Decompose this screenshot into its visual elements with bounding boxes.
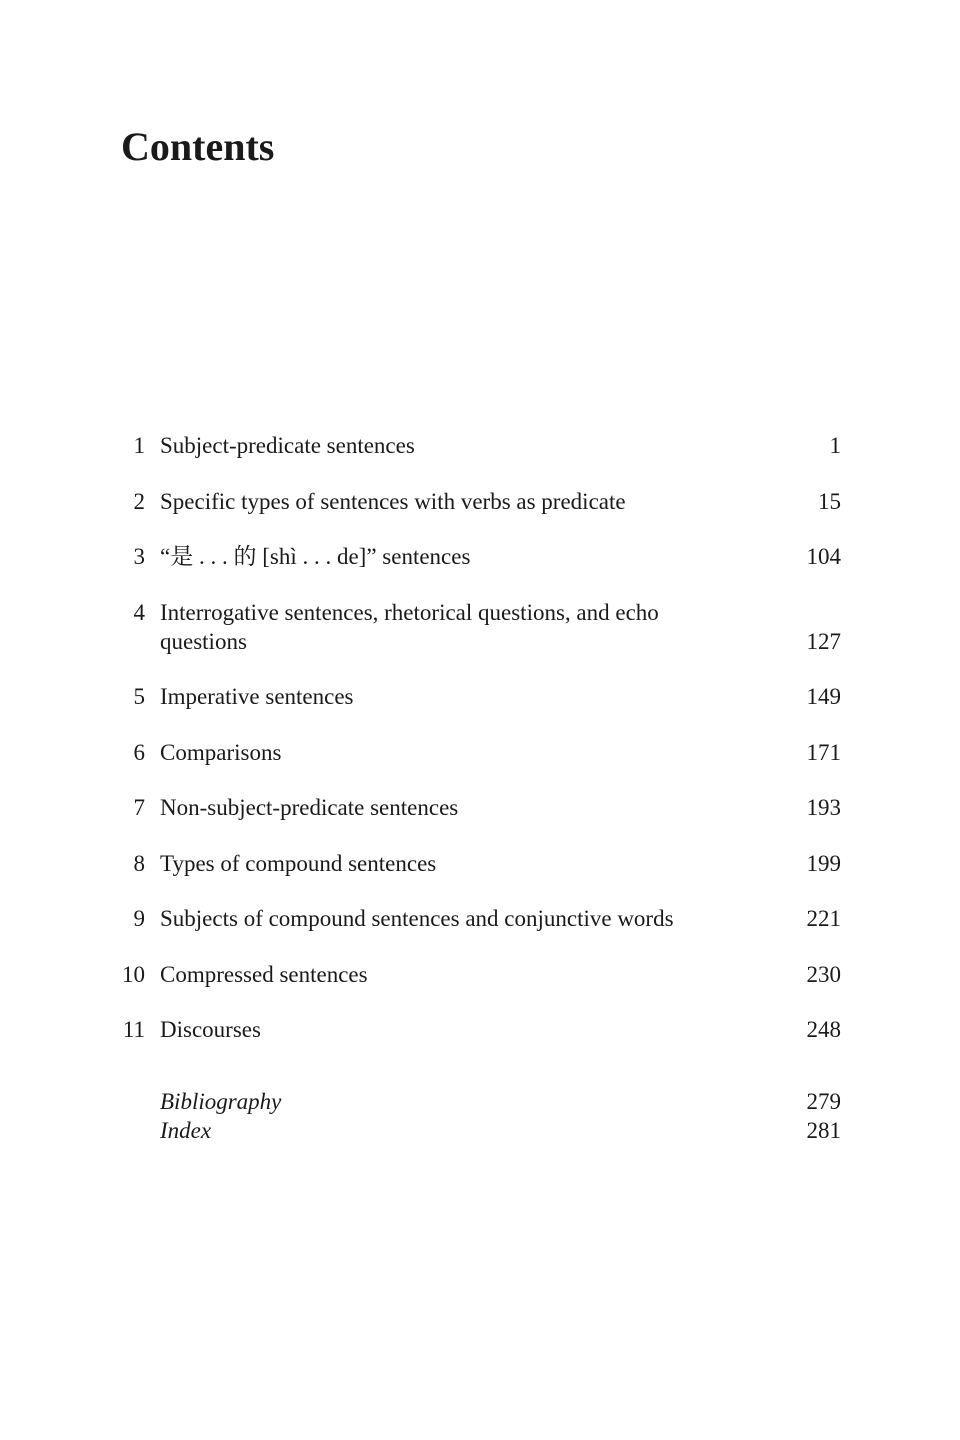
chapter-number: 2 bbox=[133, 489, 145, 514]
backmatter-title: Index bbox=[160, 1118, 212, 1143]
page-number: 15 bbox=[818, 489, 841, 514]
page-title: Contents bbox=[121, 124, 275, 169]
chapter-number: 4 bbox=[133, 600, 145, 625]
chapter-number: 10 bbox=[122, 962, 145, 987]
chapter-number: 11 bbox=[122, 1017, 145, 1042]
chapter-title: Interrogative sentences, rhetorical questions, and echo bbox=[160, 600, 659, 625]
chapter-title: Subject-predicate sentences bbox=[160, 433, 415, 458]
page-number: 1 bbox=[829, 433, 841, 458]
chapter-title: Specific types of sentences with verbs as predicate bbox=[160, 489, 626, 514]
chapter-title: Compressed sentences bbox=[160, 962, 368, 987]
chapter-number: 6 bbox=[133, 740, 145, 765]
chapter-title: “是 . . . 的 [shì . . . de]” sentences bbox=[160, 544, 471, 569]
page-number: 221 bbox=[806, 906, 841, 931]
page-number: 281 bbox=[806, 1118, 841, 1143]
page-number: 279 bbox=[806, 1089, 841, 1114]
chapter-number: 1 bbox=[133, 433, 145, 458]
page-number: 230 bbox=[806, 962, 841, 987]
chapter-title: Discourses bbox=[160, 1017, 261, 1042]
chapter-title: questions bbox=[160, 629, 247, 654]
page-number: 149 bbox=[806, 684, 841, 709]
chapter-number: 7 bbox=[133, 795, 145, 820]
page-number: 199 bbox=[806, 851, 841, 876]
chapter-number: 5 bbox=[133, 684, 145, 709]
chapter-title: Subjects of compound sentences and conjunctive words bbox=[160, 906, 674, 931]
page-number: 193 bbox=[806, 795, 841, 820]
chapter-number: 3 bbox=[133, 544, 145, 569]
page-number: 127 bbox=[806, 629, 841, 654]
chapter-title: Comparisons bbox=[160, 740, 282, 765]
page-number: 171 bbox=[806, 740, 841, 765]
page-number: 104 bbox=[806, 544, 841, 569]
chapter-number: 8 bbox=[133, 851, 145, 876]
chapter-number: 9 bbox=[133, 906, 145, 931]
page-number: 248 bbox=[806, 1017, 841, 1042]
chapter-title: Non-subject-predicate sentences bbox=[160, 795, 459, 820]
chapter-title: Types of compound sentences bbox=[160, 851, 437, 876]
chapter-title: Imperative sentences bbox=[160, 684, 354, 709]
backmatter-title: Bibliography bbox=[160, 1089, 282, 1114]
